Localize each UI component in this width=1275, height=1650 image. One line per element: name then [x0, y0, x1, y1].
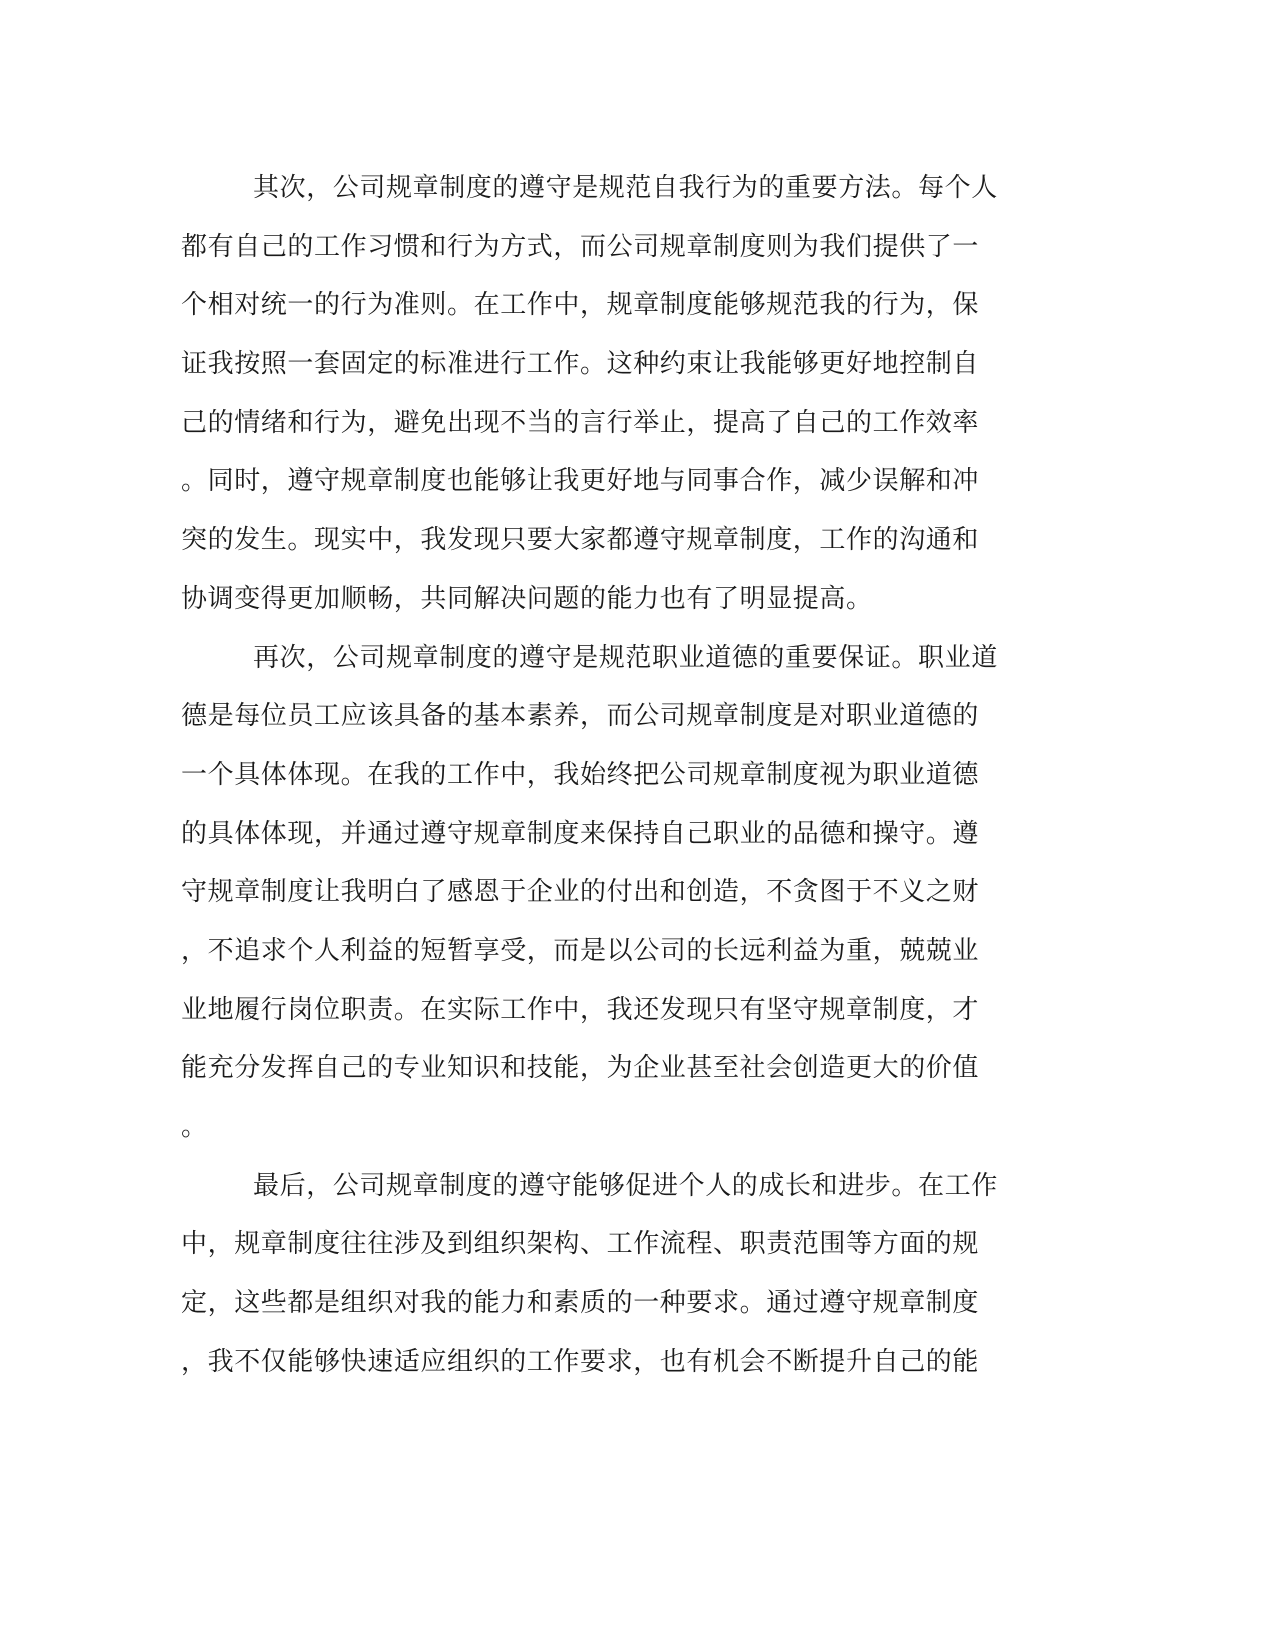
paragraph-line: 突的发生。现实中，我发现只要大家都遵守规章制度，工作的沟通和 [181, 525, 980, 556]
paragraph-line: 最后，公司规章制度的遵守能够促进个人的成长和进步。在工作 [253, 1170, 998, 1201]
paragraph-line: 业地履行岗位职责。在实际工作中，我还发现只有坚守规章制度，才 [181, 994, 980, 1025]
paragraph-line: 己的情绪和行为，避免出现不当的言行举止，提高了自己的工作效率 [181, 407, 980, 438]
paragraph-3 [181, 1157, 1041, 1392]
paragraph-line: ，不追求个人利益的短暂享受，而是以公司的长远利益为重，兢兢业 [181, 935, 980, 966]
paragraph-line: ，我不仅能够快速适应组织的工作要求，也有机会不断提升自己的能 [181, 1346, 980, 1377]
paragraph-line: 守规章制度让我明白了感恩于企业的付出和创造，不贪图于不义之财 [181, 877, 980, 908]
paragraph-line: 再次，公司规章制度的遵守是规范职业道德的重要保证。职业道 [253, 642, 998, 673]
paragraph-line: 证我按照一套固定的标准进行工作。这种约束让我能够更好地控制自 [181, 349, 980, 380]
paragraph-line: 。 [181, 1112, 208, 1142]
document-body [181, 159, 1041, 1391]
paragraph-line: 德是每位员工应该具备的基本素养，而公司规章制度是对职业道德的 [181, 701, 980, 732]
paragraph-2 [181, 629, 1041, 1157]
paragraph-line: 。同时，遵守规章制度也能够让我更好地与同事合作，减少误解和冲 [181, 466, 980, 497]
paragraph-line: 个相对统一的行为准则。在工作中，规章制度能够规范我的行为，保 [181, 290, 980, 321]
paragraph-line: 中，规章制度往往涉及到组织架构、工作流程、职责范围等方面的规 [181, 1229, 980, 1260]
paragraph-line: 一个具体体现。在我的工作中，我始终把公司规章制度视为职业道德 [181, 759, 980, 790]
paragraph-line: 协调变得更加顺畅，共同解决问题的能力也有了明显提高。 [181, 583, 873, 614]
paragraph-1 [181, 159, 1041, 629]
paragraph-line: 能充分发挥自己的专业知识和技能，为企业甚至社会创造更大的价值 [181, 1053, 980, 1084]
paragraph-line: 都有自己的工作习惯和行为方式，而公司规章制度则为我们提供了一 [181, 231, 980, 262]
paragraph-line: 的具体体现，并通过遵守规章制度来保持自己职业的品德和操守。遵 [181, 818, 980, 849]
paragraph-line: 其次，公司规章制度的遵守是规范自我行为的重要方法。每个人 [253, 173, 998, 203]
paragraph-line: 定，这些都是组织对我的能力和素质的一种要求。通过遵守规章制度 [181, 1288, 980, 1319]
